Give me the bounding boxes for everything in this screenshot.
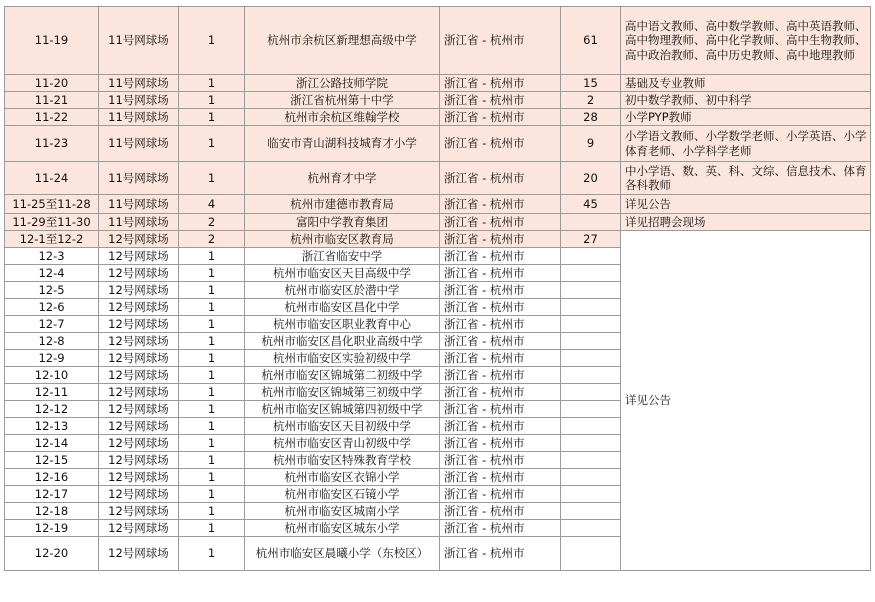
count-cell (561, 503, 621, 520)
venue-cell: 12号网球场 (99, 282, 179, 299)
seat-cell: 2 (179, 214, 245, 231)
venue-cell: 11号网球场 (99, 214, 179, 231)
booth-cell: 11-23 (5, 126, 99, 162)
seat-cell: 1 (179, 452, 245, 469)
requirement-cell: 详见招聘会现场 (621, 214, 871, 231)
seat-cell: 1 (179, 126, 245, 162)
school-cell: 杭州市临安区锦城第三初级中学 (245, 384, 440, 401)
requirement-cell: 详见公告 (621, 231, 871, 571)
school-cell: 杭州育才中学 (245, 162, 440, 195)
requirement-cell: 初中数学教师、初中科学 (621, 92, 871, 109)
school-cell: 杭州市临安区青山初级中学 (245, 435, 440, 452)
school-cell: 杭州市临安区锦城第四初级中学 (245, 401, 440, 418)
booth-cell: 11-25至11-28 (5, 195, 99, 214)
school-cell: 杭州市临安区城东小学 (245, 520, 440, 537)
requirement-cell: 基础及专业教师 (621, 75, 871, 92)
region-cell: 浙江省 - 杭州市 (440, 7, 561, 75)
venue-cell: 12号网球场 (99, 435, 179, 452)
school-cell: 杭州市临安区城南小学 (245, 503, 440, 520)
venue-cell: 12号网球场 (99, 231, 179, 248)
booth-cell: 12-17 (5, 486, 99, 503)
venue-cell: 12号网球场 (99, 418, 179, 435)
count-cell: 20 (561, 162, 621, 195)
seat-cell: 1 (179, 162, 245, 195)
region-cell: 浙江省 - 杭州市 (440, 162, 561, 195)
venue-cell: 12号网球场 (99, 248, 179, 265)
table-row (5, 214, 871, 231)
venue-cell: 11号网球场 (99, 126, 179, 162)
seat-cell: 1 (179, 109, 245, 126)
school-cell: 杭州市临安区实验初级中学 (245, 350, 440, 367)
table-row (5, 7, 871, 75)
region-cell: 浙江省 - 杭州市 (440, 503, 561, 520)
seat-cell: 1 (179, 537, 245, 571)
school-cell: 杭州市建德市教育局 (245, 195, 440, 214)
school-cell: 杭州市余杭区新理想高级中学 (245, 7, 440, 75)
school-cell: 浙江省临安中学 (245, 248, 440, 265)
region-cell: 浙江省 - 杭州市 (440, 350, 561, 367)
seat-cell: 1 (179, 469, 245, 486)
booth-cell: 12-1至12-2 (5, 231, 99, 248)
seat-cell: 1 (179, 486, 245, 503)
region-cell: 浙江省 - 杭州市 (440, 333, 561, 350)
school-cell: 杭州市临安区锦城第二初级中学 (245, 367, 440, 384)
booth-cell: 12-4 (5, 265, 99, 282)
venue-cell: 12号网球场 (99, 265, 179, 282)
region-cell: 浙江省 - 杭州市 (440, 231, 561, 248)
seat-cell: 1 (179, 435, 245, 452)
count-cell (561, 520, 621, 537)
region-cell: 浙江省 - 杭州市 (440, 92, 561, 109)
booth-cell: 12-8 (5, 333, 99, 350)
seat-cell: 1 (179, 265, 245, 282)
school-cell: 杭州市临安区特殊教育学校 (245, 452, 440, 469)
booth-cell: 12-9 (5, 350, 99, 367)
school-cell: 杭州市临安区天目高级中学 (245, 265, 440, 282)
booth-cell: 12-20 (5, 537, 99, 571)
count-cell: 61 (561, 7, 621, 75)
seat-cell: 1 (179, 520, 245, 537)
count-cell: 2 (561, 92, 621, 109)
table-row (5, 126, 871, 162)
count-cell (561, 282, 621, 299)
school-cell: 杭州市临安区天目初级中学 (245, 418, 440, 435)
venue-cell: 12号网球场 (99, 537, 179, 571)
seat-cell: 2 (179, 231, 245, 248)
region-cell: 浙江省 - 杭州市 (440, 265, 561, 282)
seat-cell: 1 (179, 7, 245, 75)
venue-cell: 12号网球场 (99, 520, 179, 537)
requirement-cell: 小学语文教师、小学数学老师、小学英语、小学体育老师、小学科学老师 (621, 126, 871, 162)
venue-cell: 11号网球场 (99, 162, 179, 195)
venue-cell: 12号网球场 (99, 333, 179, 350)
booth-cell: 12-11 (5, 384, 99, 401)
count-cell: 45 (561, 195, 621, 214)
region-cell: 浙江省 - 杭州市 (440, 435, 561, 452)
recruitment-table-wrapper (4, 6, 871, 571)
booth-cell: 12-12 (5, 401, 99, 418)
count-cell (561, 248, 621, 265)
booth-cell: 12-13 (5, 418, 99, 435)
seat-cell: 1 (179, 333, 245, 350)
requirement-cell: 详见公告 (621, 195, 871, 214)
table-row (5, 162, 871, 195)
seat-cell: 1 (179, 418, 245, 435)
count-cell (561, 316, 621, 333)
region-cell: 浙江省 - 杭州市 (440, 126, 561, 162)
booth-cell: 11-20 (5, 75, 99, 92)
region-cell: 浙江省 - 杭州市 (440, 452, 561, 469)
booth-cell: 12-19 (5, 520, 99, 537)
count-cell (561, 265, 621, 282)
requirement-cell: 小学PYP教师 (621, 109, 871, 126)
school-cell: 杭州市临安区教育局 (245, 231, 440, 248)
booth-cell: 12-14 (5, 435, 99, 452)
venue-cell: 12号网球场 (99, 367, 179, 384)
seat-cell: 1 (179, 401, 245, 418)
booth-cell: 11-22 (5, 109, 99, 126)
count-cell (561, 214, 621, 231)
region-cell: 浙江省 - 杭州市 (440, 469, 561, 486)
booth-cell: 12-18 (5, 503, 99, 520)
count-cell (561, 537, 621, 571)
seat-cell: 1 (179, 282, 245, 299)
school-cell: 浙江省杭州第十中学 (245, 92, 440, 109)
seat-cell: 1 (179, 350, 245, 367)
table-row (5, 195, 871, 214)
venue-cell: 11号网球场 (99, 92, 179, 109)
booth-cell: 11-21 (5, 92, 99, 109)
count-cell: 9 (561, 126, 621, 162)
region-cell: 浙江省 - 杭州市 (440, 195, 561, 214)
seat-cell: 1 (179, 299, 245, 316)
requirement-cell: 中小学语、数、英、科、文综、信息技术、体育各科教师 (621, 162, 871, 195)
seat-cell: 1 (179, 367, 245, 384)
seat-cell: 1 (179, 75, 245, 92)
region-cell: 浙江省 - 杭州市 (440, 401, 561, 418)
booth-cell: 11-29至11-30 (5, 214, 99, 231)
booth-cell: 12-7 (5, 316, 99, 333)
region-cell: 浙江省 - 杭州市 (440, 282, 561, 299)
requirement-cell: 高中语文教师、高中数学教师、高中英语教师、高中物理教师、高中化学教师、高中生物教师、高中政治教师、高中历史教师、高中地理教师 (621, 7, 871, 75)
region-cell: 浙江省 - 杭州市 (440, 384, 561, 401)
count-cell: 15 (561, 75, 621, 92)
seat-cell: 1 (179, 316, 245, 333)
venue-cell: 12号网球场 (99, 316, 179, 333)
school-cell: 杭州市临安区昌化中学 (245, 299, 440, 316)
region-cell: 浙江省 - 杭州市 (440, 486, 561, 503)
region-cell: 浙江省 - 杭州市 (440, 214, 561, 231)
school-cell: 杭州市临安区衣锦小学 (245, 469, 440, 486)
seat-cell: 1 (179, 503, 245, 520)
region-cell: 浙江省 - 杭州市 (440, 316, 561, 333)
school-cell: 杭州市临安区石镜小学 (245, 486, 440, 503)
booth-cell: 11-19 (5, 7, 99, 75)
region-cell: 浙江省 - 杭州市 (440, 537, 561, 571)
count-cell (561, 333, 621, 350)
table-row (5, 231, 871, 248)
seat-cell: 1 (179, 384, 245, 401)
booth-cell: 12-15 (5, 452, 99, 469)
seat-cell: 4 (179, 195, 245, 214)
school-cell: 杭州市临安区於潜中学 (245, 282, 440, 299)
school-cell: 浙江公路技师学院 (245, 75, 440, 92)
count-cell (561, 435, 621, 452)
booth-cell: 12-10 (5, 367, 99, 384)
count-cell: 27 (561, 231, 621, 248)
venue-cell: 11号网球场 (99, 75, 179, 92)
booth-cell: 12-16 (5, 469, 99, 486)
booth-cell: 12-3 (5, 248, 99, 265)
region-cell: 浙江省 - 杭州市 (440, 299, 561, 316)
venue-cell: 11号网球场 (99, 7, 179, 75)
recruitment-table (4, 6, 871, 571)
seat-cell: 1 (179, 248, 245, 265)
region-cell: 浙江省 - 杭州市 (440, 75, 561, 92)
count-cell (561, 401, 621, 418)
booth-cell: 11-24 (5, 162, 99, 195)
region-cell: 浙江省 - 杭州市 (440, 520, 561, 537)
table-row (5, 92, 871, 109)
school-cell: 杭州市临安区昌化职业高级中学 (245, 333, 440, 350)
venue-cell: 12号网球场 (99, 350, 179, 367)
count-cell (561, 418, 621, 435)
count-cell (561, 350, 621, 367)
booth-cell: 12-6 (5, 299, 99, 316)
venue-cell: 12号网球场 (99, 469, 179, 486)
booth-cell: 12-5 (5, 282, 99, 299)
venue-cell: 12号网球场 (99, 486, 179, 503)
venue-cell: 12号网球场 (99, 299, 179, 316)
count-cell (561, 384, 621, 401)
table-row (5, 109, 871, 126)
school-cell: 杭州市临安区职业教育中心 (245, 316, 440, 333)
seat-cell: 1 (179, 92, 245, 109)
count-cell: 28 (561, 109, 621, 126)
venue-cell: 12号网球场 (99, 452, 179, 469)
school-cell: 杭州市余杭区维翰学校 (245, 109, 440, 126)
table-row (5, 75, 871, 92)
region-cell: 浙江省 - 杭州市 (440, 248, 561, 265)
venue-cell: 12号网球场 (99, 503, 179, 520)
school-cell: 临安市青山湖科技城育才小学 (245, 126, 440, 162)
school-cell: 杭州市临安区晨曦小学（东校区） (245, 537, 440, 571)
count-cell (561, 367, 621, 384)
region-cell: 浙江省 - 杭州市 (440, 367, 561, 384)
region-cell: 浙江省 - 杭州市 (440, 109, 561, 126)
count-cell (561, 486, 621, 503)
count-cell (561, 299, 621, 316)
venue-cell: 11号网球场 (99, 109, 179, 126)
count-cell (561, 452, 621, 469)
table-body (5, 7, 871, 571)
count-cell (561, 469, 621, 486)
region-cell: 浙江省 - 杭州市 (440, 418, 561, 435)
venue-cell: 11号网球场 (99, 195, 179, 214)
venue-cell: 12号网球场 (99, 401, 179, 418)
venue-cell: 12号网球场 (99, 384, 179, 401)
school-cell: 富阳中学教育集团 (245, 214, 440, 231)
